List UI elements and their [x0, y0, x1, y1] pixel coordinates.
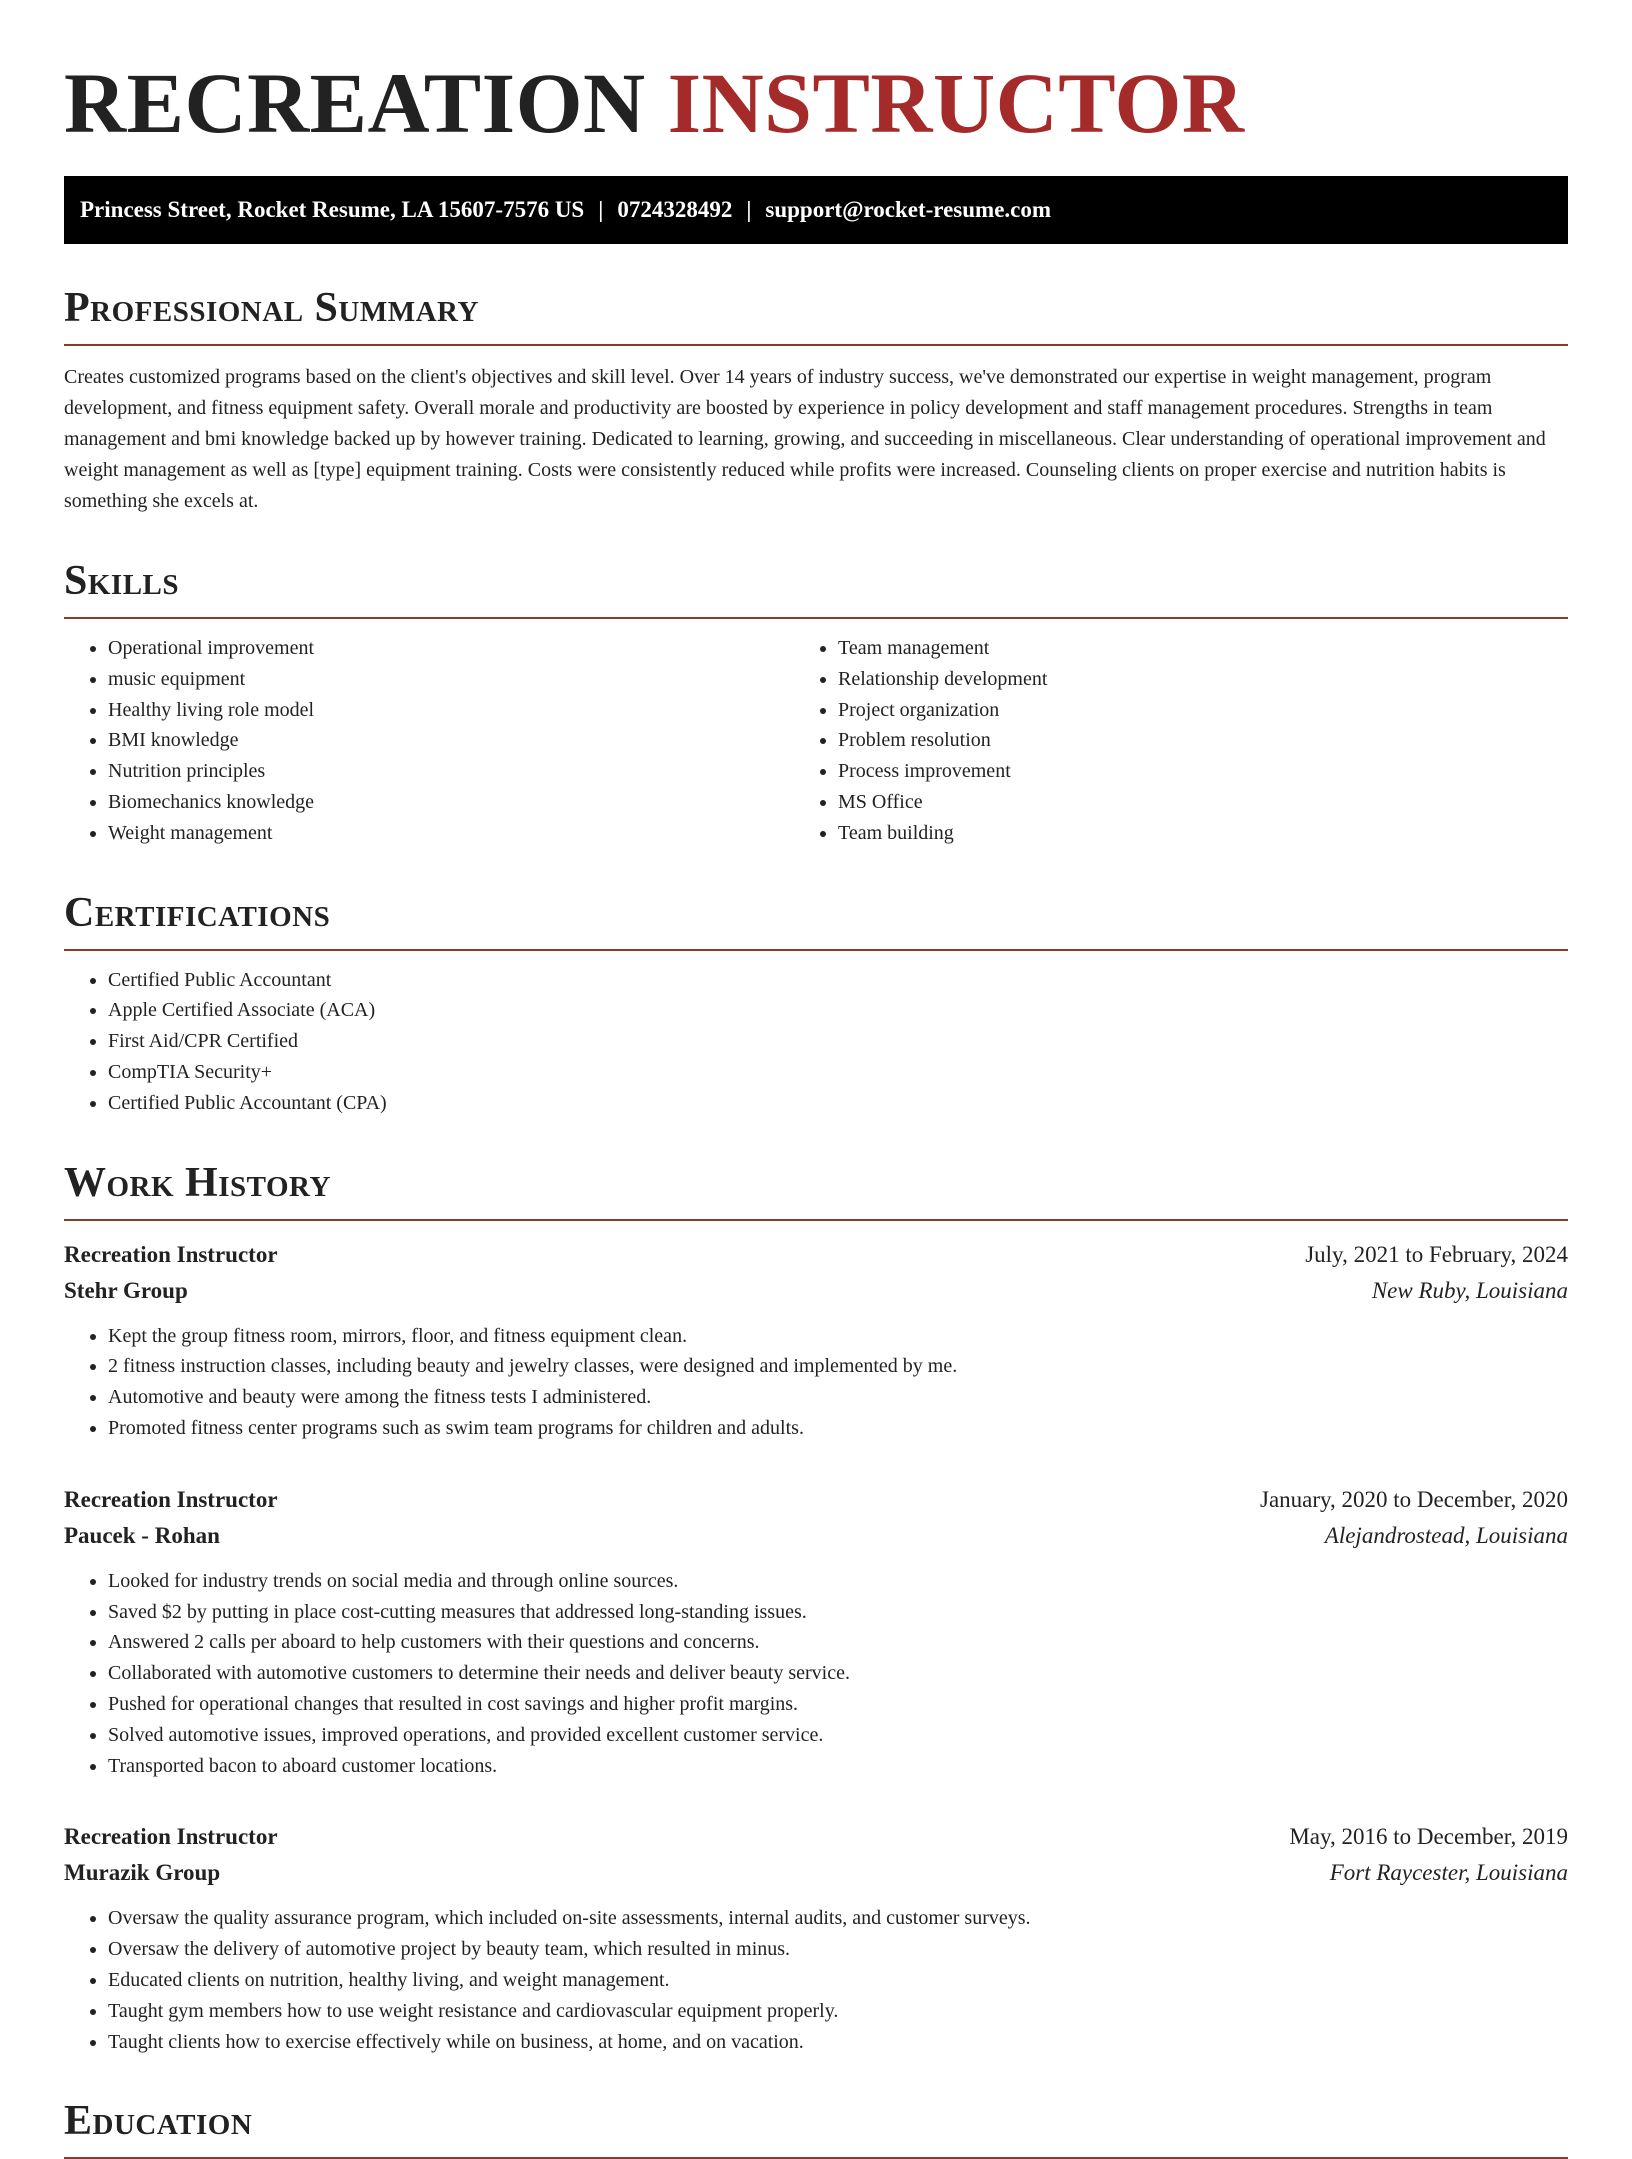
job-bullet: • Oversaw the delivery of automotive project by beauty team, which resulted in minus. — [108, 1934, 1568, 1965]
job-bullet: • Automotive and beauty were among the fitness tests I administered. — [108, 1382, 1568, 1413]
job-bullet: • Promoted fitness center programs such as swim team programs for children and adults. — [108, 1413, 1568, 1444]
job-bullets — [64, 1566, 1568, 1782]
job-header-row — [64, 1819, 1568, 1855]
section-heading: Education — [64, 2097, 1568, 2159]
title-accent: INSTRUCTOR — [667, 55, 1245, 151]
skill-item: • Healthy living role model — [108, 695, 838, 726]
job-location: Fort Raycester, Louisiana — [1329, 1860, 1568, 1886]
job-bullet: • Transported bacon to aboard customer locations. — [108, 1751, 1568, 1782]
certification-item: • Certified Public Accountant (CPA) — [108, 1088, 1568, 1119]
skills-grid — [64, 619, 1568, 849]
job-dates: May, 2016 to December, 2019 — [1289, 1824, 1568, 1850]
section-heading: Certifications — [64, 889, 1568, 951]
certification-item: • Apple Certified Associate (ACA) — [108, 995, 1568, 1026]
job-location: New Ruby, Louisiana — [1371, 1277, 1568, 1303]
skill-item: • Relationship development — [838, 664, 1568, 695]
job-bullet: • Pushed for operational changes that resulted in cost savings and higher profit margins. — [108, 1689, 1568, 1720]
job-company: Murazik Group — [64, 1860, 221, 1886]
contact-separator: | — [598, 197, 604, 222]
job-bullet: • Answered 2 calls per aboard to help customers with their questions and concerns. — [108, 1627, 1568, 1658]
contact-bar — [64, 176, 1568, 244]
job-bullet: • Solved automotive issues, improved operations, and provided excellent customer service. — [108, 1720, 1568, 1751]
work-history-section — [64, 1159, 1568, 2058]
skills-list-left — [64, 633, 838, 849]
job-dates: January, 2020 to December, 2020 — [1260, 1486, 1568, 1512]
job-company: Paucek - Rohan — [64, 1522, 220, 1548]
education-section — [64, 2097, 1568, 2159]
job-company-row — [64, 1273, 1568, 1309]
job-bullets — [64, 1903, 1568, 2057]
job-bullets — [64, 1321, 1568, 1444]
job-bullet: • Kept the group fitness room, mirrors, floor, and fitness equipment clean. — [108, 1321, 1568, 1352]
job-title: Recreation Instructor — [64, 1241, 278, 1267]
skill-item: • music equipment — [108, 664, 838, 695]
job-company-row — [64, 1855, 1568, 1891]
job-bullet: • Saved $2 by putting in place cost-cutting measures that addressed long-standing issues. — [108, 1597, 1568, 1628]
job-bullet: • Collaborated with automotive customers to determine their needs and deliver beauty service. — [108, 1658, 1568, 1689]
contact-phone[interactable]: 0724328492 — [617, 197, 733, 222]
skill-item: • BMI knowledge — [108, 725, 838, 756]
skill-item: • Team management — [838, 633, 1568, 664]
resume-page — [64, 0, 1568, 2159]
summary-section — [64, 284, 1568, 517]
section-heading: Professional Summary — [64, 284, 1568, 346]
skill-item: • MS Office — [838, 787, 1568, 818]
section-heading: Work History — [64, 1159, 1568, 1221]
title-main: RECREATION — [64, 55, 646, 151]
section-heading: Skills — [64, 557, 1568, 619]
job-bullet: • Taught gym members how to use weight resistance and cardiovascular equipment properly. — [108, 1996, 1568, 2027]
job-title: Recreation Instructor — [64, 1824, 278, 1850]
job-entry — [64, 1482, 1568, 1782]
job-location: Alejandrostead, Louisiana — [1324, 1522, 1568, 1548]
skill-item: • Problem resolution — [838, 725, 1568, 756]
contact-separator: | — [746, 197, 752, 222]
skill-item: • Project organization — [838, 695, 1568, 726]
job-bullet: • Educated clients on nutrition, healthy living, and weight management. — [108, 1965, 1568, 1996]
job-bullet: • Taught clients how to exercise effectively while on business, at home, and on vacation. — [108, 2027, 1568, 2058]
job-company-row — [64, 1518, 1568, 1554]
job-company: Stehr Group — [64, 1277, 188, 1303]
resume-title — [64, 0, 1568, 150]
skill-item: • Process improvement — [838, 756, 1568, 787]
job-entry — [64, 1819, 1568, 2057]
certification-item: • First Aid/CPR Certified — [108, 1026, 1568, 1057]
skill-item: • Weight management — [108, 818, 838, 849]
certification-item: • CompTIA Security+ — [108, 1057, 1568, 1088]
skills-section — [64, 557, 1568, 849]
job-bullet: • 2 fitness instruction classes, including beauty and jewelry classes, were designed and implemented by me. — [108, 1351, 1568, 1382]
job-bullet: • Oversaw the quality assurance program, which included on-site assessments, internal audits, and customer surveys. — [108, 1903, 1568, 1934]
summary-text: Creates customized programs based on the client's objectives and skill level. Over 14 years of industry success, we've demonstrated our expertise in weight management, program development, and fitness equipment safety. Overall morale and productivity are boosted by experience in policy development and staff management procedures. Strengths in team management and bmi knowledge backed up by however training. Dedicated to learning, growing, and succeeding in miscellaneous. Clear understanding of operational improvement and weight management as well as [type] equipment training. Costs were consistently reduced while profits were increased. Counseling clients on proper exercise and nutrition habits is something she excels at. — [64, 366, 1546, 512]
job-dates: July, 2021 to February, 2024 — [1305, 1241, 1568, 1267]
skill-item: • Team building — [838, 818, 1568, 849]
certification-item: • Certified Public Accountant — [108, 965, 1568, 996]
job-title: Recreation Instructor — [64, 1486, 278, 1512]
contact-email[interactable]: support@rocket-resume.com — [765, 197, 1052, 222]
job-bullet: • Looked for industry trends on social media and through online sources. — [108, 1566, 1568, 1597]
job-header-row — [64, 1237, 1568, 1273]
skills-list-right — [794, 633, 1568, 849]
contact-address: Princess Street, Rocket Resume, LA 15607-7576 US — [80, 197, 585, 222]
job-entry — [64, 1237, 1568, 1444]
skill-item: • Operational improvement — [108, 633, 838, 664]
job-header-row — [64, 1482, 1568, 1518]
certifications-list — [64, 965, 1568, 1119]
skill-item: • Biomechanics knowledge — [108, 787, 838, 818]
skill-item: • Nutrition principles — [108, 756, 838, 787]
certifications-section — [64, 889, 1568, 1119]
